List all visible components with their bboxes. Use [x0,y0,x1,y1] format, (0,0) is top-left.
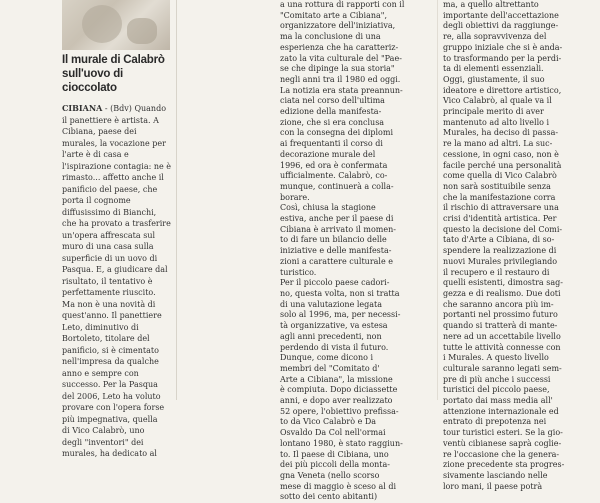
column-divider [176,0,177,400]
photo-shape [127,18,157,44]
column-gutter [437,0,438,400]
photo-shape [82,5,122,43]
side-article-body: CIBIANA - (Bdv) Quando il panettiere è artista. A Cibiana, paese dei murales, la vocazione per l'arte è di casa e l'ispirazione contagia: ne è rimasto... affetto anche il panificio del paese, che porta il cognome diffusissimo di Bianchi, che ha provato a trasferire un'opera affrescata sul muro di una casa sulla superficie di un uovo di Pasqua. E, a giudicare dal risultato, il tentativo è perfettamente riuscito. Ma non è una novità di quest'anno. Il panettiere Leto, diminutivo di Bortoleto, titolare del panificio, si è cimentato nell'impresa da qualche anno e sempre con successo. Per la Pasqua del 2006, Leto ha voluto provare con l'opera forse più impegnativa, quella di Vico Calabrò, uno degli "inventori" dei murales, ha dedicato al [62,103,171,458]
side-article [62,53,172,458]
dateline: CIBIANA [62,103,103,113]
side-article-text: Quando il panettiere è artista. A Cibiana, paese dei murales, la vocazione per l'arte è di casa e l'ispirazione contagia: ne è rimasto... affetto anche il panificio del paese, che porta il cognome diffusissimo di Bianchi, che ha provato a trasferire un'opera affrescata sul muro di una casa sulla superficie di un uovo di Pasqua. E, a giudicare dal risultato, il tentativo è perfettamente riuscito. Ma non è una novità di quest'anno. Il panettiere Leto, diminutivo di Bortoleto, titolare del panificio, si è cimentato nell'impresa da qualche anno e sempre con successo. Per la Pasqua del 2006, Leto ha voluto provare con l'opera forse più impegnativa, quella di Vico Calabrò, uno degli "inventori" dei murales, ha dedicato al [62,104,171,458]
main-article-column-1: a una rottura di rapporti con il "Comitato arte a Cibiana", organizzatore dell'iniziativa, ma la conclusione di una esperienza che ha caratteriz- zato la vita culturale del "Pae- se che dipinge la sua storia" negli anni tra il 1980 ed oggi. La notizia era stata preannun- ciata nel corso dell'ultima edizione della manifesta- zione, che si era conclusa con la consegna dei diplomi ai frequentanti il corso di decorazione murale del 1996, ed ora è confermata ufficialmente. Calabrò, co- munque, continuerà a colla- borare. Così, chiusa la stagione estiva, anche per il paese di Cibiana è arrivato il momen- to di fare un bilancio delle iniziative e delle manifesta- zioni a carattere culturale e turistico. Per il piccolo paese cadori- no, questa volta, non si tratta di una valutazione legata solo al 1996, ma, per necessi- tà organizzative, va estesa agli anni precedenti, non perdendo di vista il futuro. Dunque, come dicono i membri del "Comitato d' Arte a Cibiana", la missione è compiuta. Dopo diciassette anni, e dopo aver realizzato 52 opere, l'obiettivo prefissa- to da Vico Calabrò e Da Osvaldo Da Col nell'ormai lontano 1980, è stato raggiun- to. Il paese di Cibiana, uno dei più piccoli della monta- gna Veneta (nello scorso mese di maggio è sceso al di sotto dei cento abitanti) [280,0,405,502]
main-article-column-2: ma, a quello altrettanto importante dell'accettazione degli obiettivi da raggiunge- re, alla sopravvivenza del gruppo iniziale che si è anda- to trasformando per la perdi- ta di elementi essenziali. Oggi, giustamente, il suo ideatore e direttore artistico, Vico Calabrò, al quale va il principale merito di aver mantenuto ad alto livello i Murales, ha deciso di passa- re la mano ad altri. La suc- cessione, in ogni caso, non è facile perché una personalità come quella di Vico Calabrò non sarà sostituibile senza che la manifestazione corra il rischio di attraversare una crisi d'identità artistica. Per questo la decisione del Comi- tato d'Arte a Cibiana, di so- spendere la realizzazione di nuovi Murales privilegiando il recupero e il restauro di quelli esistenti, dimostra sag- gezza e di realismo. Due doti che saranno ancora più im- portanti nel prossimo futuro quando si tratterà di mante- nere ad un accettabile livello tutte le attività connesse con i Murales. A questo livello culturale saranno legati sem- pre di più anche i successi turistici del piccolo paese, portato dai mass media all' attenzione internazionale ed entrato di prepotenza nei tour turistici esteri. Se la gio- ventù cibianese saprà coglie- re l'occasione che la genera- zione precedente sta progres- sivamente lasciando nelle loro mani, il paese potrà [443,0,565,491]
article-photo [62,0,170,50]
article-headline: Il murale di Calabrò sull'uovo di cioccolato [62,54,165,94]
source-tag: (Bdv) [110,104,132,113]
